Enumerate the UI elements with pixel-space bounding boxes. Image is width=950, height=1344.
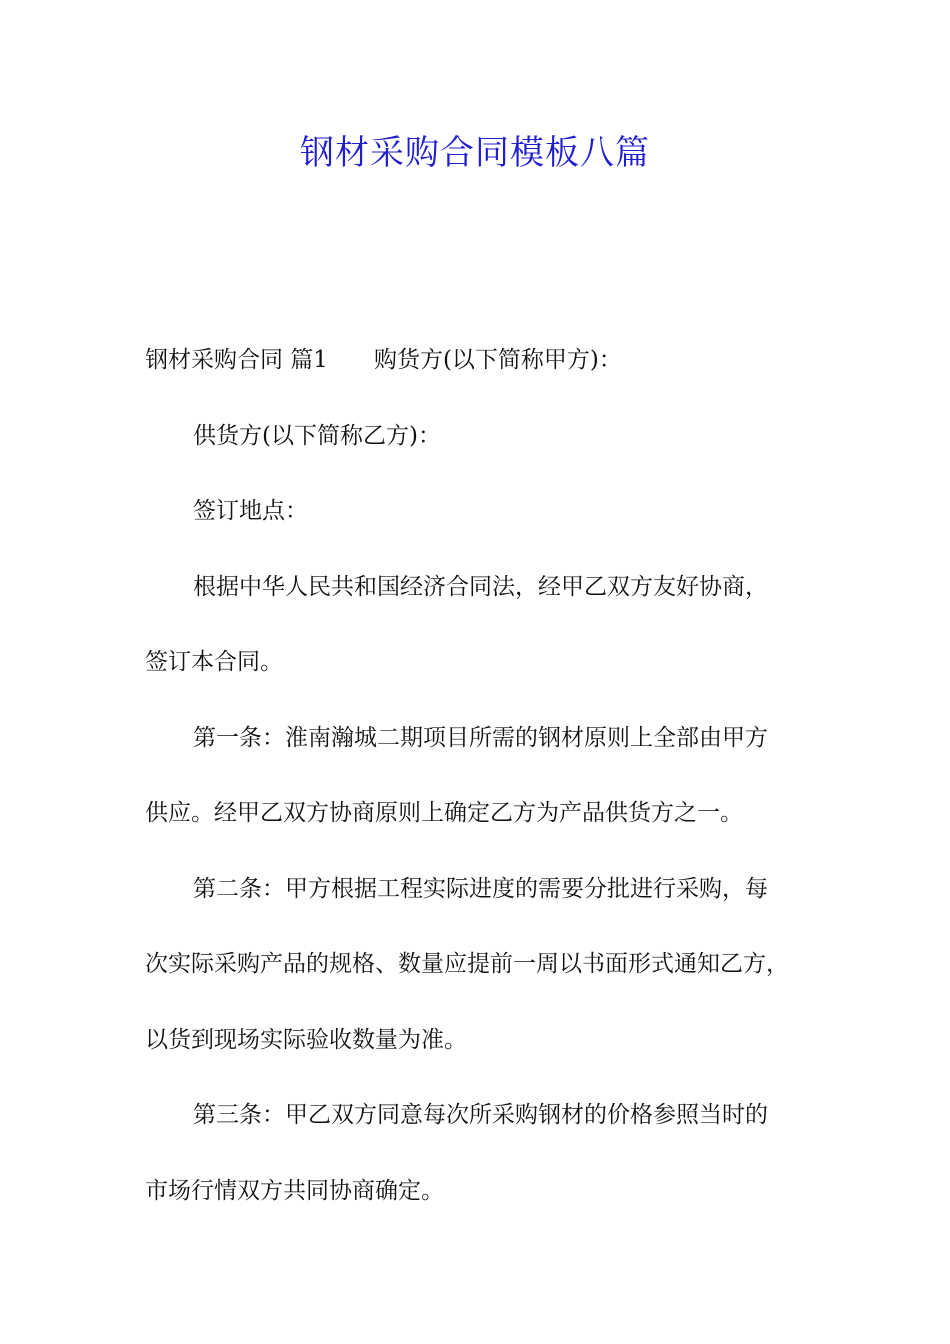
article-1-line: 供应。经甲乙双方协商原则上确定乙方为产品供货方之一。 — [145, 800, 743, 826]
article-2-line: 第二条：甲方根据工程实际进度的需要分批进行采购，每 — [193, 876, 768, 902]
contract-heading: 钢材采购合同 篇1 — [145, 347, 328, 373]
article-1-line: 第一条：淮南瀚城二期项目所需的钢材原则上全部由甲方 — [193, 725, 768, 751]
article-3-line: 第三条：甲乙双方同意每次所采购钢材的价格参照当时的 — [193, 1102, 768, 1128]
buyer-label: 购货方(以下简称甲方)： — [373, 347, 622, 373]
document-title: 钢材采购合同模板八篇 — [300, 133, 650, 173]
paragraph-line: 根据中华人民共和国经济合同法，经甲乙双方友好协商， — [193, 574, 768, 600]
heading-line — [145, 340, 622, 380]
signing-place-line: 签订地点： — [193, 498, 308, 524]
article-2-line: 以货到现场实际验收数量为准。 — [145, 1027, 467, 1053]
article-3-line: 市场行情双方共同协商确定。 — [145, 1178, 444, 1204]
paragraph-line: 签订本合同。 — [145, 649, 283, 675]
article-2-line: 次实际采购产品的规格、数量应提前一周以书面形式通知乙方， — [145, 951, 789, 977]
supplier-line: 供货方(以下简称乙方)： — [193, 423, 441, 449]
